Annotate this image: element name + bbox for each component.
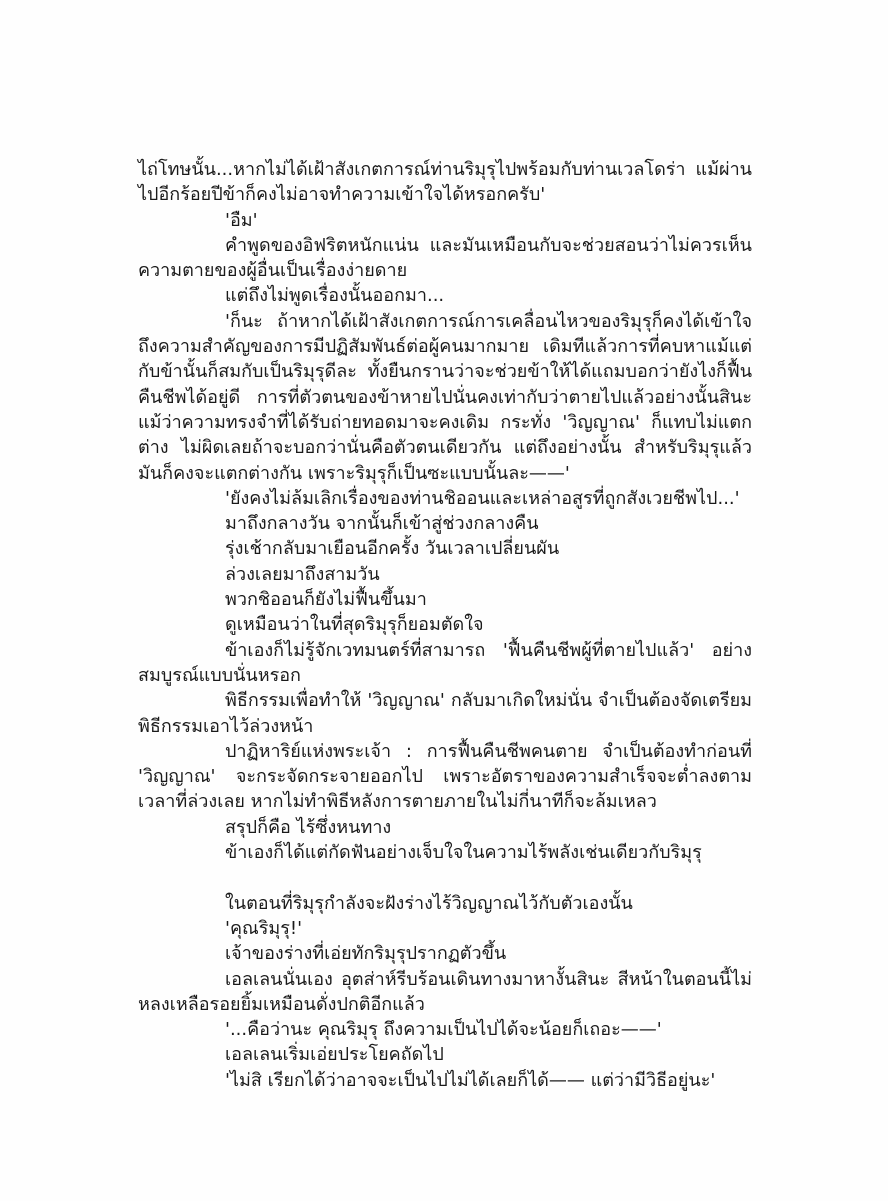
paragraph: สรุปก็คือ ไร้ซึ่งหนทาง: [225, 816, 392, 838]
paragraph: เอลเลนนั่นเอง อุตส่าห์รีบร้อนเดินทางมาหางั้นสินะ สีหน้าในตอนนี้ไม่หลงเหลือรอยยิ้มเหมือนดั่งปกติอีกแล้ว: [138, 968, 752, 1015]
paragraph: 'ยังคงไม่ล้มเลิกเรื่องของท่านชิออนและเหล่าอสูรที่ถูกสังเวยชีพไป...': [225, 487, 740, 509]
paragraph: ดูเหมือนว่าในที่สุดริมุรุก็ยอมตัดใจ: [225, 614, 484, 636]
paragraph: ข้าเองก็ได้แต่กัดฟันอย่างเจ็บใจในความไร้พลังเช่นเดียวกับริมุรุ: [225, 842, 702, 864]
paragraph: รุ่งเช้ากลับมาเยือนอีกครั้ง วันเวลาเปลี่ยนผัน: [225, 538, 560, 560]
paragraph: ล่วงเลยมาถึงสามวัน: [225, 563, 380, 585]
paragraph: พิธีกรรมเพื่อทำให้ 'วิญญาณ' กลับมาเกิดใหม่นั่น จำเป็นต้องจัดเตรียมพิธีกรรมเอาไว้ล่วงหน้า: [138, 690, 752, 737]
paragraph: ปาฏิหาริย์แห่งพระเจ้า : การฟื้นคืนชีพคนตาย จำเป็นต้องทำก่อนที่ 'วิญญาณ' จะกระจัดกระจายออกไป เพราะอัตราของความสำเร็จจะต่ำลงตามเวลาที่ล่วงเลย หากไม่ทำพิธีหลังการตายภายในไม่กี่นาทีก็จะล้มเหลว: [138, 740, 752, 813]
paragraph: '...คือว่านะ คุณริมุรุ ถึงความเป็นไปได้จะน้อยก็เถอะ——': [225, 1019, 662, 1041]
paragraph: เจ้าของร่างที่เอ่ยทักริมุรุปรากฏตัวขึ้น: [225, 943, 507, 965]
paragraph: 'ไม่สิ เรียกได้ว่าอาจจะเป็นไปไม่ได้เลยก็ได้—— แต่ว่ามีวิธีอยู่นะ': [225, 1069, 716, 1091]
paragraph: มาถึงกลางวัน จากนั้นก็เข้าสู่ช่วงกลางคืน: [225, 513, 539, 535]
paragraph: คำพูดของอิฟริตหนักแน่น และมันเหมือนกับจะช่วยสอนว่าไม่ควรเห็นความตายของผู้อื่นเป็นเรื่องง่ายดาย: [138, 234, 752, 282]
paragraph: 'คุณริมุรุ!': [225, 917, 303, 939]
paragraph: เอลเลนเริ่มเอ่ยประโยคถัดไป: [225, 1044, 444, 1066]
paragraph: ข้าเองก็ไม่รู้จักเวทมนตร์ที่สามารถ 'ฟื้นคืนชีพผู้ที่ตายไปแล้ว' อย่างสมบูรณ์แบบนั่นหรอก: [138, 639, 752, 686]
paragraph: ในตอนที่ริมุรุกำลังจะฝังร่างไร้วิญญาณไว้กับตัวเองนั้น: [225, 892, 633, 914]
page-text-block: [138, 157, 752, 1093]
paragraph: 'อืม': [225, 209, 258, 231]
paragraph: พวกชิออนก็ยังไม่ฟื้นขึ้นมา: [225, 589, 427, 611]
paragraph: 'ก็นะ ถ้าหากได้เฝ้าสังเกตการณ์การเคลื่อนไหวของริมุรุก็คงได้เข้าใจถึงความสำคัญของการมีปฏิสัมพันธ์ต่อผู้คนมากมาย เดิมทีแล้วการที่คบหาแม้แต่กับข้านั้นก็สมกับเป็นริมุรุดีละ ทั้งยืนกรานว่าจะช่วยข้าให้ได้แถมบอกว่ายังไงก็ฟื้นคืนชีพได้อยู่ดี การที่ตัวตนของข้าหายไปนั่นคงเท่ากับว่าตายไปแล้วอย่างนั้นสินะ แม้ว่าความทรงจำที่ได้รับถ่ายทอดมาจะคงเดิม กระทั่ง 'วิญญาณ' ก็แทบไม่แตกต่าง ไม่ผิดเลยถ้าจะบอกว่านั่นคือตัวตนเดียวกัน แต่ถึงอย่างนั้น สำหรับริมุรุแล้วมันก็คงจะแตกต่างกัน เพราะริมุรุก็เป็นซะแบบนั้นละ——': [138, 310, 752, 484]
paragraph: ไถ่โทษนั้น...หากไม่ได้เฝ้าสังเกตการณ์ท่านริมุรุไปพร้อมกับท่านเวลโดร่า แม้ผ่านไปอีกร้อยปีข้าก็คงไม่อาจทำความเข้าใจได้หรอกครับ': [138, 159, 752, 206]
paragraph: แต่ถึงไม่พูดเรื่องนั้นออกมา...: [225, 285, 445, 307]
